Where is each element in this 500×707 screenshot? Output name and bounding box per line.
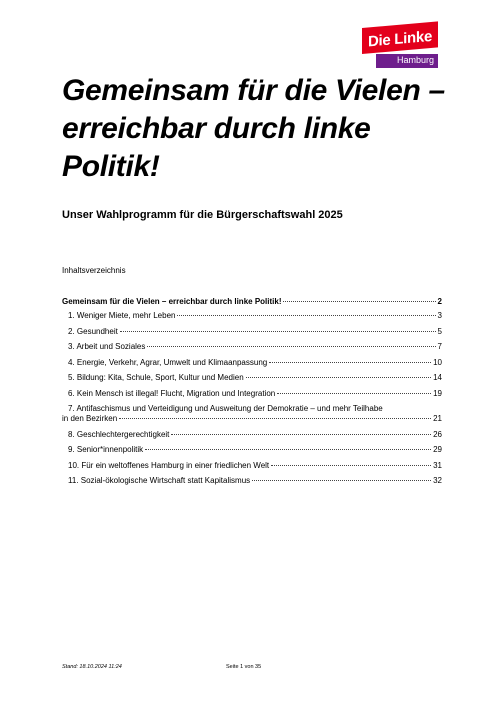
toc-leader-dots [246,377,431,378]
toc-leader-dots [171,434,431,435]
toc-leader-dots [147,346,435,347]
document-subtitle: Unser Wahlprogramm für die Bürgerschaftswahl 2025 [62,209,343,221]
toc-heading: Inhaltsverzeichnis [62,266,126,275]
toc-leader-dots [252,480,431,481]
toc-leader-dots [177,315,435,316]
toc-entry-page: 29 [433,445,442,454]
toc-entry-page: 26 [433,429,442,439]
toc-entry[interactable] [62,373,442,383]
toc-leader-dots [277,393,431,394]
toc-entry[interactable] [62,389,442,399]
toc-entry-title-line1: 7. Antifaschismus und Verteidigung und Ausweitung der Demokratie – und mehr Teilhabe [68,404,383,413]
toc-leader-dots [283,301,435,302]
toc-entry-page: 21 [433,414,442,423]
logo-brand-text: Die Linke [368,27,432,51]
footer-page-number: Seite 1 von 35 [226,664,262,670]
toc-entry-title: 1. Weniger Miete, mehr Leben [68,311,176,320]
toc-leader-dots [120,331,436,332]
logo-purple-block [376,54,438,68]
toc-entry[interactable] [62,430,442,440]
toc-entry-title: Gemeinsam für die Vielen – erreichbar durch linke Politik! [62,297,282,306]
toc-entry[interactable] [62,311,442,321]
toc-entry-page: 14 [433,373,442,382]
toc-entry-page: 7 [437,342,442,351]
toc-leader-dots [269,362,431,363]
toc-entry[interactable] [62,342,442,352]
toc-entry-title: 11. Sozial-ökologische Wirtschaft statt Kapitalismus [68,476,251,485]
document-title: Gemeinsam für die Vielen – erreichbar durch linke Politik! [62,74,445,183]
toc-entry-page: 10 [433,357,442,367]
table-of-contents [62,297,442,492]
toc-entry-title: 2. Gesundheit [68,326,118,336]
toc-entry-title-line2: in den Bezirken [62,414,118,423]
toc-entry[interactable] [62,445,442,455]
toc-entry-title: 9. Senior*innenpolitik [68,445,144,454]
toc-entry[interactable] [62,358,442,368]
logo-region-text: Hamburg [396,55,434,65]
footer-date: Stand: 18.10.2024 11:24 [62,664,122,670]
toc-entry-page: 2 [437,297,442,306]
toc-entry-title: 3. Arbeit und Soziales [68,342,146,351]
toc-entry[interactable] [62,327,442,337]
toc-entry-title: 10. Für ein weltoffenes Hamburg in einer friedlichen Welt [68,460,270,470]
toc-entry-title: 8. Geschlechtergerechtigkeit [68,429,170,439]
toc-entry-title: 6. Kein Mensch ist illegal! Flucht, Migration und Integration [68,388,276,398]
logo-red-block [362,21,438,54]
toc-entry-page: 32 [433,476,442,485]
die-linke-logo [362,28,438,70]
toc-entry-wrapped[interactable] [62,404,442,424]
toc-entry-page: 31 [433,460,442,470]
toc-leader-dots [119,418,431,419]
toc-entry-title: 5. Bildung: Kita, Schule, Sport, Kultur und Medien [68,373,244,382]
toc-entry-main[interactable] [62,297,442,307]
toc-entry-page: 3 [437,311,442,320]
toc-entry[interactable] [62,461,442,471]
toc-entry-page: 19 [433,388,442,398]
toc-entry-page: 5 [437,326,442,336]
toc-leader-dots [145,449,431,450]
toc-entry[interactable] [62,476,442,486]
toc-entry-title: 4. Energie, Verkehr, Agrar, Umwelt und Klimaanpassung [68,357,268,367]
toc-leader-dots [271,465,431,466]
